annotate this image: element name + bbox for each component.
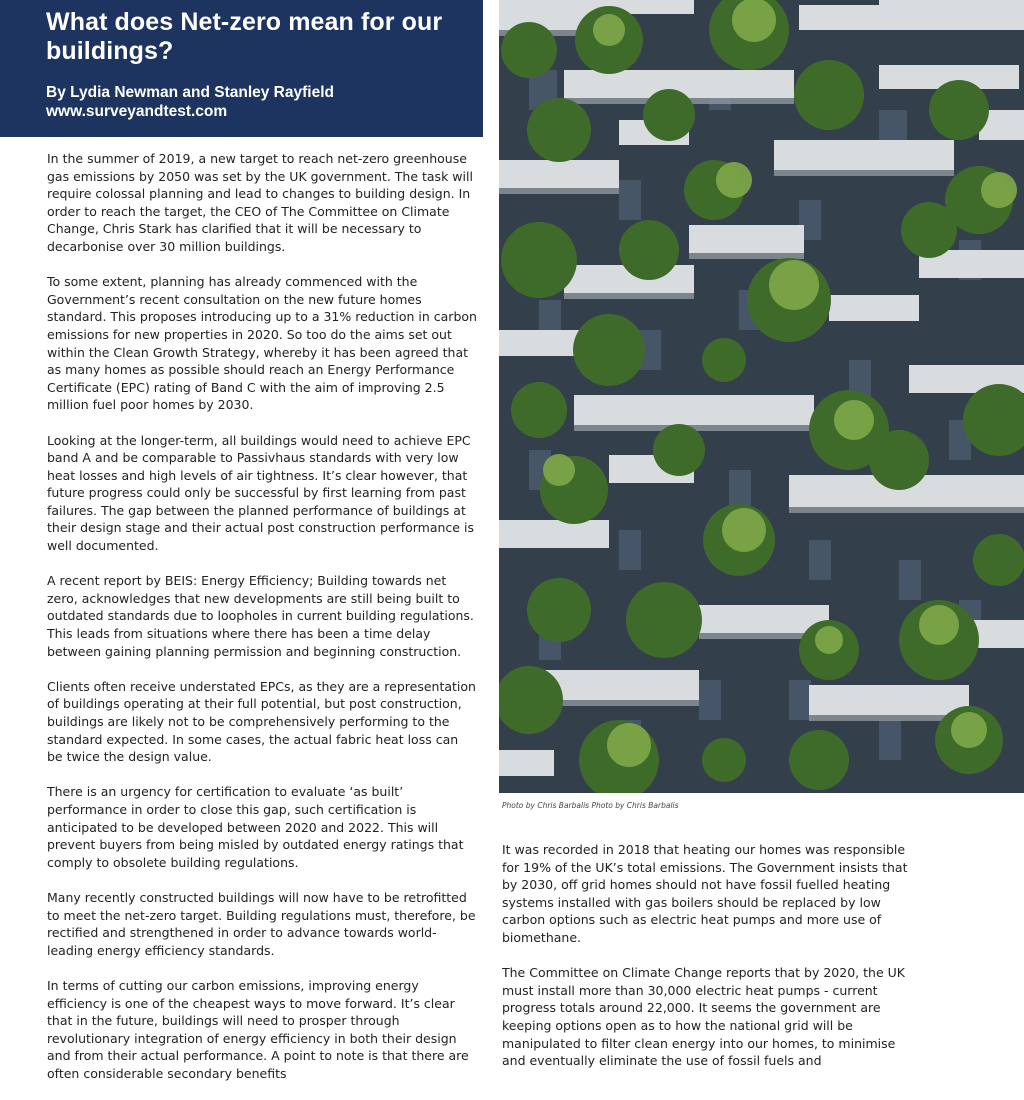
body-paragraph: It was recorded in 2018 that heating our homes was responsible for 19% of the UK’s total emissions. The Government insists that by 2030, off grid homes should not have fossil fuelled heating systems installed with gas boilers should be replaced by low carbon options such as electric heat pumps and more use of biomethane. [502, 842, 908, 945]
byline-authors: By Lydia Newman and Stanley Rayfield [46, 84, 334, 101]
body-paragraph: Many recently constructed buildings will now have to be retrofitted to meet the net-zero target. Building regulations must, therefore, be rectified and strengthened in order to advance towards world-leading energy efficiency standards. [47, 889, 476, 958]
photo-caption: Photo by Chris Barbalis Photo by Chris Barbalis [502, 801, 679, 810]
body-paragraph: Looking at the longer-term, all buildings would need to achieve EPC band A and be comparable to Passivhaus standards with very low heat losses and high levels of air tightness. It’s clear however, that future progress could only be successful by first learning from past failures. The gap between the planned performance of buildings at their design stage and their actual post construction performance is well documented. [47, 432, 474, 554]
right-column [502, 841, 917, 1087]
article-title: What does Net-zero mean for our buildings? [46, 8, 443, 65]
body-paragraph: In the summer of 2019, a new target to reach net-zero greenhouse gas emissions by 2050 was set by the UK government. The task will require colossal planning and lead to changes to building design. In order to reach the target, the CEO of The Committee on Climate Change, Chris Stark has clarified that it will be necessary to decarbonise over 30 million buildings. [47, 151, 473, 254]
body-paragraph: Clients often receive understated EPCs, as they are a representation of buildings operating at their full potential, but post construction, buildings are likely not to be comprehensively performing to the standard expected. In some cases, the actual fabric heat loss can be twice the design value. [47, 678, 476, 765]
vertical-forest-illustration [499, 0, 1024, 793]
body-paragraph: There is an urgency for certification to evaluate ‘as built’ performance in order to close this gap, such certification is anticipated to be developed between 2020 and 2022. This will prevent buyers from being misled by outdated energy ratings that comply to obsolete building regulations. [47, 784, 464, 870]
body-paragraph: In terms of cutting our carbon emissions, improving energy efficiency is one of the cheapest ways to move forward. It’s clear that in the future, buildings will need to prosper through revolutionary integration of energy efficiency in both their design and from their actual performance. A point to note is that there are often considerable secondary benefits [47, 977, 469, 1081]
building-photo [499, 0, 1024, 793]
left-column [47, 150, 477, 1100]
body-paragraph: The Committee on Climate Change reports that by 2020, the UK must install more than 30,000 electric heat pumps - current progress totals around 22,000. It seems the government are keeping options open as to how the national grid will be manipulated to filter clean energy into our homes, to minimise and eventually eliminate the use of fossil fuels and [502, 965, 905, 1069]
body-paragraph: To some extent, planning has already commenced with the Government’s recent consultation on the new future homes standard. This proposes introducing up to a 31% reduction in carbon emissions for new properties in 2020. So too do the aims set out within the Clean Growth Strategy, whereby it has been agreed that as many homes as possible should reach an Energy Performance Certificate (EPC) rating of Band C with the aim of improving 2.5 million fuel poor homes by 2030. [47, 274, 477, 413]
body-paragraph: A recent report by BEIS: Energy Efficiency; Building towards net zero, acknowledges that new developments are still being built to outdated standards due to loopholes in current building regulations. This leads from situations where there has been a time delay between gaining planning permission and beginning construction. [47, 573, 474, 659]
website-link[interactable]: www.surveyandtest.com [46, 103, 228, 120]
article-header [0, 0, 483, 137]
